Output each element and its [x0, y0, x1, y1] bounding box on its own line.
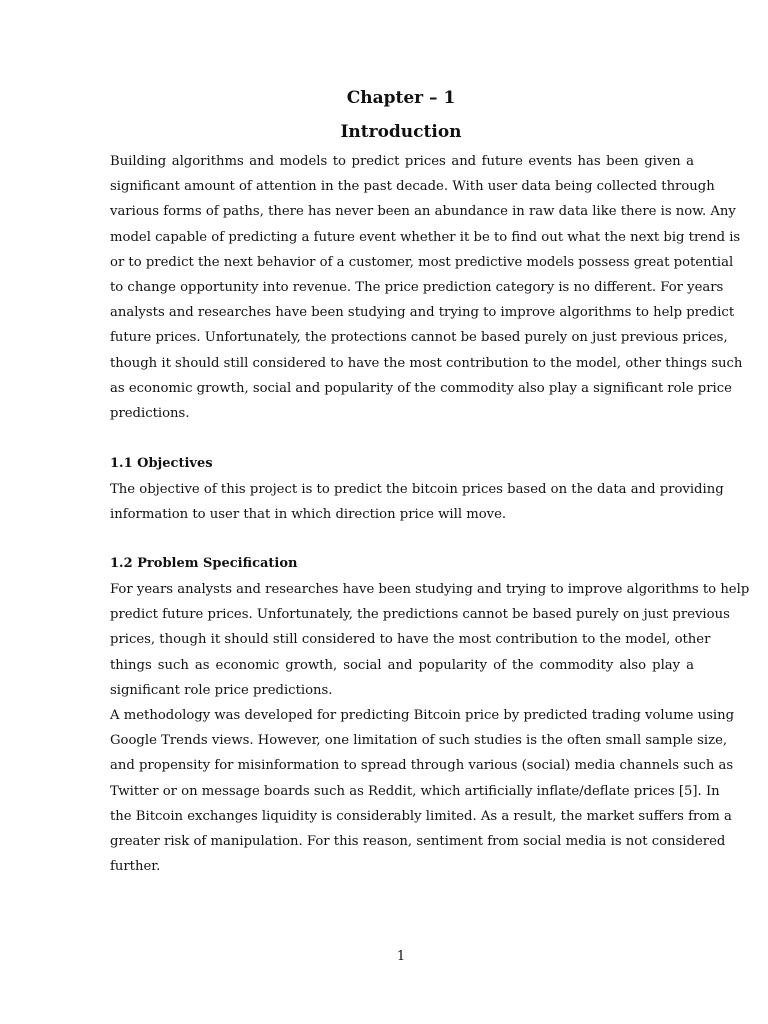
problem-line: Twitter or on message boards such as Reddit, which artificially inflate/deflate prices [5]. In	[110, 783, 720, 799]
section-heading-problem-specification: 1.2 Problem Specification	[110, 556, 298, 571]
intro-line: future prices. Unfortunately, the protections cannot be based purely on just previous prices,	[110, 330, 728, 346]
problem-line: the Bitcoin exchanges liquidity is considerably limited. As a result, the market suffers from a	[110, 808, 732, 824]
problem-line: and propensity for misinformation to spread through various (social) media channels such as	[110, 758, 734, 774]
problem-line: A methodology was developed for predicting Bitcoin price by predicted trading volume using	[110, 707, 735, 723]
intro-paragraph	[110, 149, 743, 426]
intro-line: though it should still considered to have the most contribution to the model, other things such	[110, 355, 743, 371]
section-heading-objectives: 1.1 Objectives	[110, 456, 213, 471]
objectives-line: The objective of this project is to predict the bitcoin prices based on the data and providing	[110, 482, 724, 497]
objectives-paragraph	[110, 477, 724, 527]
problem-line: significant role price predictions.	[110, 682, 333, 698]
problem-line: predict future prices. Unfortunately, the predictions cannot be based purely on just previous	[110, 607, 730, 623]
intro-line: predictions.	[110, 405, 190, 421]
intro-line: to change opportunity into revenue. The price prediction category is no different. For years	[110, 279, 724, 295]
page-number: 1	[396, 949, 406, 964]
problem-paragraph	[110, 577, 750, 879]
problem-line: greater risk of manipulation. For this reason, sentiment from social media is not considered	[110, 833, 726, 849]
intro-line: model capable of predicting a future event whether it be to find out what the next big trend is	[110, 229, 741, 245]
problem-line: prices, though it should still considered to have the most contribution to the model, other	[110, 632, 711, 648]
problem-line: further.	[110, 859, 161, 875]
intro-line: analysts and researches have been studying and trying to improve algorithms to help predict	[110, 305, 735, 321]
problem-line: things such as economic growth, social and popularity of the commodity also play a	[110, 657, 694, 673]
intro-line: or to predict the next behavior of a customer, most predictive models possess great potential	[110, 254, 734, 270]
intro-line: as economic growth, social and popularity of the commodity also play a significant role price	[110, 380, 732, 396]
problem-line: Google Trends views. However, one limitation of such studies is the often small sample size,	[110, 733, 728, 749]
chapter-title: Introduction	[340, 122, 462, 142]
intro-line: significant amount of attention in the past decade. With user data being collected through	[110, 179, 715, 195]
problem-line: For years analysts and researches have been studying and trying to improve algorithms to help	[110, 582, 750, 597]
intro-line: various forms of paths, there has never been an abundance in raw data like there is now. Any	[110, 204, 736, 220]
objectives-line: information to user that in which direction price will move.	[110, 507, 507, 523]
intro-line: Building algorithms and models to predict prices and future events has been given a	[110, 154, 694, 169]
chapter-heading: Chapter – 1	[346, 88, 456, 108]
